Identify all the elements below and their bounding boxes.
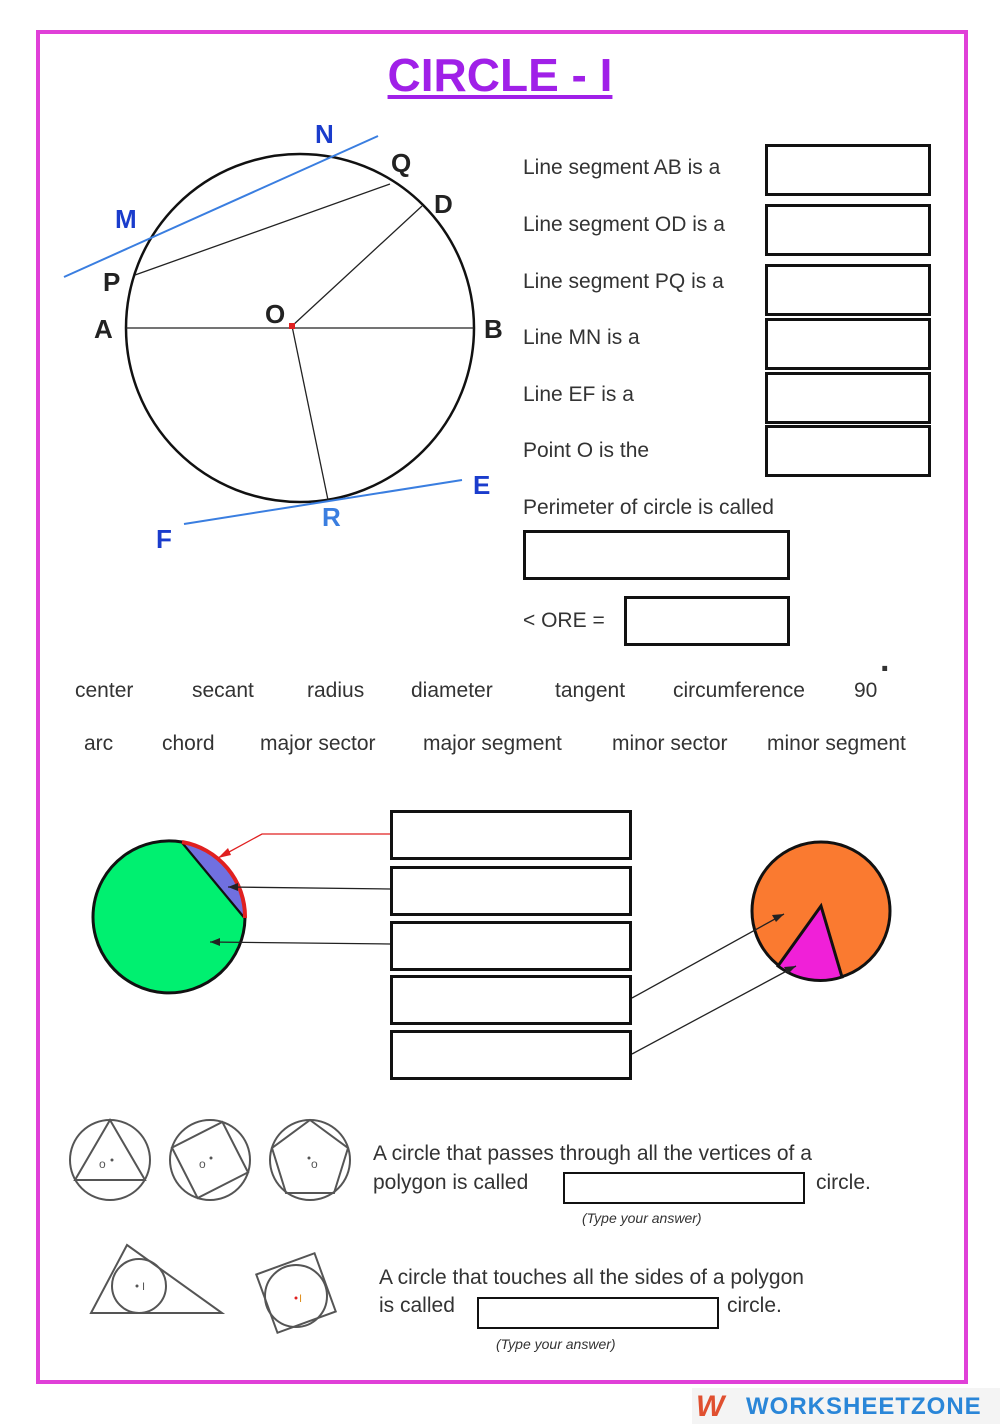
incircle-hint: (Type your answer) (496, 1336, 616, 1352)
center-point (289, 323, 295, 329)
incircle-line2-prefix: is called (379, 1294, 455, 1317)
word-circumference: circumference (673, 679, 805, 702)
answer-box-perimeter[interactable] (523, 530, 790, 580)
arrow-arc (218, 834, 390, 858)
label-f: F (156, 524, 172, 554)
answer-box-minor-segment[interactable] (390, 866, 632, 916)
chord-pq (135, 184, 390, 275)
answer-box-ef[interactable] (765, 372, 931, 424)
answer-box-o[interactable] (765, 425, 931, 477)
question-pq: Line segment PQ is a (523, 270, 724, 293)
word-radius: radius (307, 679, 365, 702)
word-arc: arc (84, 732, 114, 755)
radius-od (292, 206, 422, 326)
answer-box-arc[interactable] (390, 810, 632, 860)
answer-box-mn[interactable] (765, 318, 931, 370)
question-mn: Line MN is a (523, 326, 640, 349)
label-a: A (94, 314, 113, 344)
inscribed-shapes (80, 1235, 360, 1335)
word-center: center (75, 679, 134, 702)
label-r: R (322, 502, 341, 532)
word-minor-sector: minor sector (612, 732, 728, 755)
circumcircle-hint: (Type your answer) (582, 1210, 702, 1226)
circle-diagram (40, 110, 520, 570)
label-p: P (103, 267, 121, 297)
word-minor-segment: minor segment (767, 732, 906, 755)
incircle-line1: A circle that touches all the sides of a polygon (379, 1266, 804, 1289)
word-tangent: tangent (555, 679, 626, 702)
circumscribed-shapes (60, 1110, 360, 1210)
word-90: 90 (854, 679, 878, 702)
label-q: Q (391, 148, 412, 178)
brand-banner (692, 1388, 1000, 1424)
circum-center-2: o (199, 1157, 206, 1171)
question-ef: Line EF is a (523, 383, 634, 406)
brand-logo-icon: W (696, 1390, 725, 1423)
answer-box-ab[interactable] (765, 144, 931, 196)
label-n: N (315, 119, 334, 149)
question-perimeter: Perimeter of circle is called (523, 496, 774, 519)
question-ab: Line segment AB is a (523, 156, 721, 179)
answer-box-od[interactable] (765, 204, 931, 256)
page-title: CIRCLE - I (387, 49, 613, 101)
circumcircle-line1: A circle that passes through all the vertices of a (373, 1142, 812, 1165)
answer-box-angle[interactable] (624, 596, 790, 646)
in-center-2: I (299, 1293, 303, 1305)
word-major-segment: major segment (423, 732, 562, 755)
question-od: Line segment OD is a (523, 213, 725, 236)
answer-box-circumcircle[interactable] (563, 1172, 805, 1204)
label-e: E (473, 470, 491, 500)
answer-box-incircle[interactable] (477, 1297, 719, 1329)
in-center-1: I (142, 1281, 146, 1293)
label-o: O (265, 299, 286, 329)
arrow-minor-segment (228, 887, 390, 889)
arrow-minor-sector (632, 966, 796, 1054)
label-b: B (484, 314, 503, 344)
answer-box-minor-sector[interactable] (390, 1030, 632, 1080)
question-angle: < ORE = (523, 609, 605, 632)
degree-mark: · (880, 650, 892, 688)
secant-mn (64, 136, 378, 277)
circumcircle-line2-prefix: polygon is called (373, 1171, 529, 1194)
word-secant: secant (192, 679, 254, 702)
circum-center-3: o (311, 1157, 318, 1171)
answer-box-major-sector[interactable] (390, 975, 632, 1025)
label-m: M (115, 204, 137, 234)
word-chord: chord (162, 732, 215, 755)
brand-name: WORKSHEETZONE (746, 1393, 982, 1420)
circumcircle-line2-suffix: circle. (816, 1171, 871, 1194)
answer-box-pq[interactable] (765, 264, 931, 316)
radius-or (292, 326, 328, 500)
incircle-line2-suffix: circle. (727, 1294, 782, 1317)
word-diameter: diameter (411, 679, 493, 702)
answer-box-major-segment[interactable] (390, 921, 632, 971)
question-o: Point O is the (523, 439, 650, 462)
word-major-sector: major sector (260, 732, 376, 755)
label-d: D (434, 189, 453, 219)
circum-center-1: o (99, 1157, 106, 1171)
